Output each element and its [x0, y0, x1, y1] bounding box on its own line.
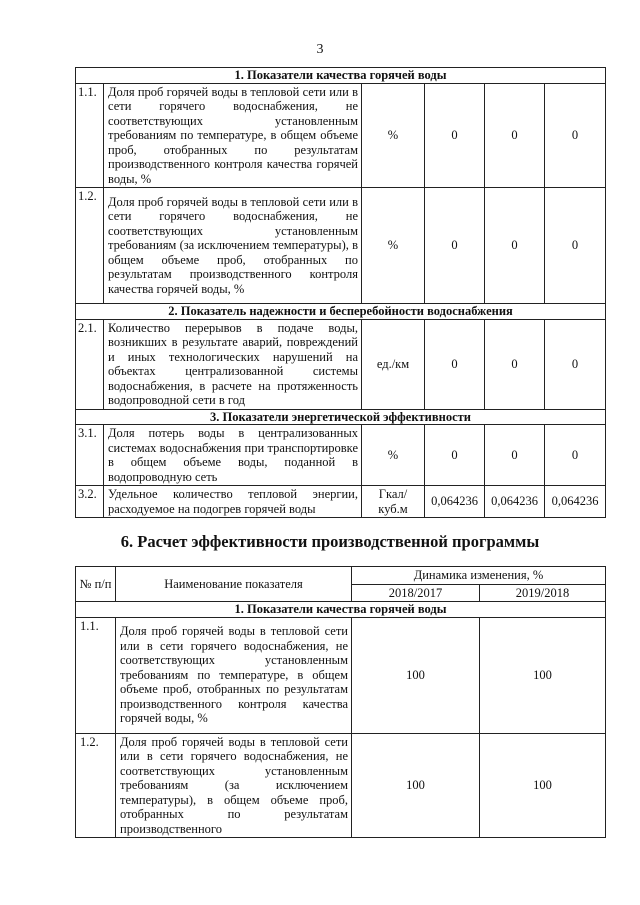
value: 0,064236	[545, 486, 606, 518]
unit: %	[362, 83, 425, 188]
row-number: 1.2.	[76, 188, 104, 304]
table-row	[76, 617, 606, 733]
value: 0	[425, 425, 485, 486]
indicator-name: Удельное количество тепловой энергии, расходуемое на подогрев горячей воды	[104, 486, 362, 518]
header-period: 2019/2018	[480, 584, 606, 602]
value: 0	[425, 319, 485, 409]
header-dynamics: Динамика изменения, %	[352, 567, 606, 585]
row-number: 1.1.	[76, 617, 116, 733]
value: 100	[352, 733, 480, 838]
value: 0	[485, 425, 545, 486]
table-row	[76, 733, 606, 838]
value: 0	[545, 188, 606, 304]
value: 0	[545, 83, 606, 188]
indicator-name: Доля потерь воды в централизованных системах водоснабжения при транспортировке в общем объеме воды, поданной в водопроводную сеть	[104, 425, 362, 486]
section-title: 1. Показатели качества горячей воды	[76, 68, 606, 84]
unit: %	[362, 188, 425, 304]
indicator-name: Доля проб горячей воды в тепловой сети или в сети горячего водоснабжения, не соответствующих установленным требованиям по температуре, в общем объеме проб, отобранных по результатам производственного контроля качества горячей воды, %	[104, 83, 362, 188]
section-title: 3. Показатели энергетической эффективности	[76, 409, 606, 425]
value: 0	[485, 83, 545, 188]
unit: Гкал/ куб.м	[362, 486, 425, 518]
row-number: 1.2.	[76, 733, 116, 838]
section-title: 1. Показатели качества горячей воды	[76, 602, 606, 618]
unit: ед./км	[362, 319, 425, 409]
indicators-table	[75, 67, 606, 518]
row-number: 3.1.	[76, 425, 104, 486]
value: 100	[480, 733, 606, 838]
value: 0,064236	[485, 486, 545, 518]
indicator-name: Количество перерывов в подаче воды, возникших в результате аварий, повреждений и иных технологических нарушений на объектах централизованной системы водоснабжения, в расчете на протяженность водопроводной сети в год	[104, 319, 362, 409]
table-row	[76, 83, 606, 188]
header-num: № п/п	[76, 567, 116, 602]
value: 0	[485, 319, 545, 409]
value: 0	[425, 188, 485, 304]
header-name: Наименование показателя	[116, 567, 352, 602]
indicator-name: Доля проб горячей воды в тепловой сети или в сети горячего водоснабжения, не соответствующих установленным требованиям по температуре, в общем объеме проб, отобранных по результатам производственного контроля качества горячей воды, %	[116, 617, 352, 733]
table-row	[76, 319, 606, 409]
row-number: 1.1.	[76, 83, 104, 188]
efficiency-table-body	[76, 602, 606, 838]
value: 0,064236	[425, 486, 485, 518]
unit: %	[362, 425, 425, 486]
table-row	[76, 425, 606, 486]
header-period: 2018/2017	[352, 584, 480, 602]
row-number: 2.1.	[76, 319, 104, 409]
row-number: 3.2.	[76, 486, 104, 518]
indicator-name: Доля проб горячей воды в тепловой сети или в сети горячего водоснабжения, не соответствующих установленным требованиям (за исключением температуры), в общем объеме проб, отобранных по результатам производственного	[116, 733, 352, 838]
value: 100	[480, 617, 606, 733]
indicator-name: Доля проб горячей воды в тепловой сети или в сети горячего водоснабжения, не соответствующих установленным требованиям (за исключением температуры), в общем объеме проб, отобранных по результатам производственного контроля качества горячей воды, %	[104, 188, 362, 304]
efficiency-table-header	[76, 567, 606, 602]
value: 0	[485, 188, 545, 304]
value: 100	[352, 617, 480, 733]
section-title: 2. Показатель надежности и бесперебойности водоснабжения	[76, 304, 606, 320]
value: 0	[545, 319, 606, 409]
value: 0	[545, 425, 606, 486]
efficiency-table	[75, 566, 606, 838]
value: 0	[425, 83, 485, 188]
section-heading: 6. Расчет эффективности производственной программы	[120, 532, 540, 551]
page-number: 3	[316, 42, 324, 57]
table-row	[76, 188, 606, 304]
indicators-table-body	[76, 68, 606, 518]
table-row	[76, 486, 606, 518]
